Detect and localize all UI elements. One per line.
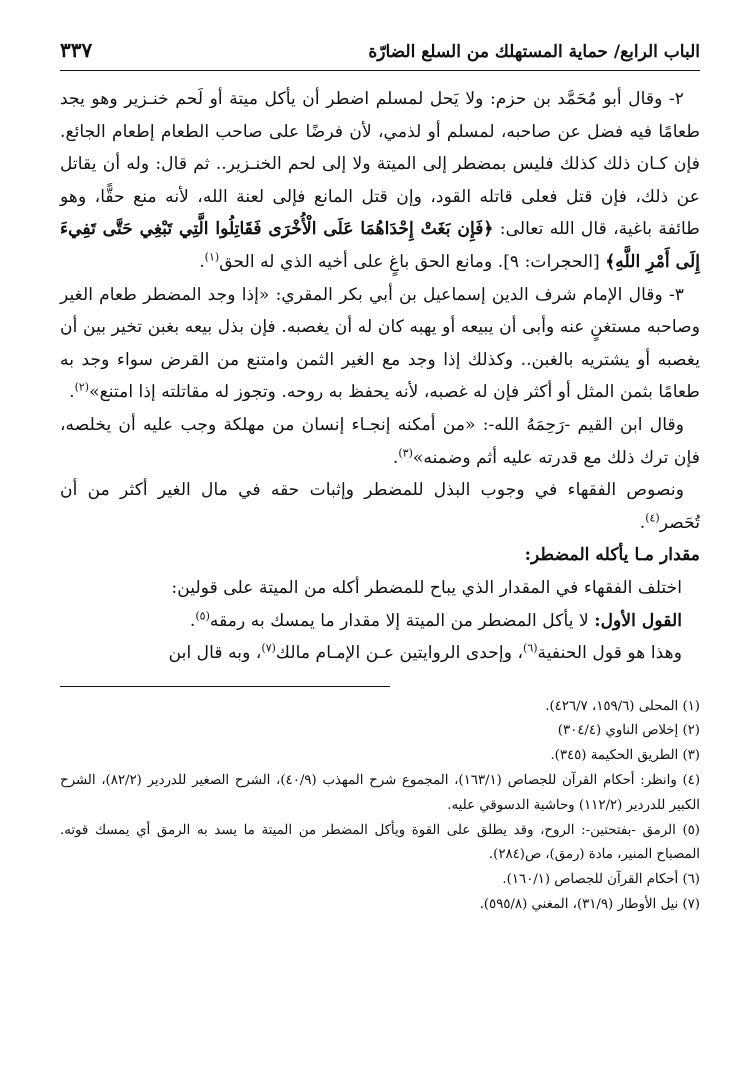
footnote-ref[interactable]: (١) [204, 250, 220, 264]
paragraph-text: [الحجرات: ٩]. ومانع الحق باغٍ على أخيه الذي له الحق [219, 251, 606, 272]
paragraph-ibn-hazm [60, 83, 700, 279]
chapter-title: الباب الرابع/ حماية المستهلك من السلع الضارّة [368, 42, 700, 62]
paragraph-first-opinion [60, 605, 700, 638]
footnote-ref[interactable]: (٥) [195, 608, 210, 622]
paragraph-end: . [639, 512, 646, 533]
footnote-ref[interactable]: (٧) [261, 641, 276, 655]
paragraph-end: . [392, 447, 399, 468]
paragraph-text: ، وبه قال ابن [168, 643, 262, 664]
footnote-1: (١) المحلى (١٥٩/٦، ٤٢٦/٧). [545, 698, 700, 714]
footnote-ref[interactable]: (٣) [398, 445, 413, 459]
paragraph-text: ٢- وقال أبو مُحَمَّد بن حزم: ولا يَحل لمسلم اضطر أن يأكل ميتة أو لَحم خنـزير وهو يجد طعامًا فيه فضل عن صاحبه، لمسلم أو لذمي، لأن فرضًا على صاحب الطعام إطعام الجائع. فإن كـان ذلك كذلك فليس بمضطر إلى الميتة ولا إلى لحم الخنـزير.. ثم قال: وله أن يقاتل عن ذلك، فإن قتل فعلى قاتله القود، وإن قتل المانع فإلى لعنة الله، لأنه منع حقًّا، وهو طائفة باغية، قال الله تعالى: [60, 89, 700, 240]
quran-verse: ﴿فَإِن بَغَتْ إِحْدَاهُمَا عَلَى الْأُخْرَى فَقَاتِلُوا الَّتِي تَبْغِي حَتَّى تَفِيءَ إِلَى أَمْرِ اللَّهِ﴾ [60, 219, 700, 272]
footnote-7: (٧) نيل الأوطار (٣١/٩)، المغني (٥٩٥/٨). [479, 897, 700, 913]
paragraph-end: . [199, 251, 205, 272]
book-page [60, 36, 700, 1056]
paragraph-fuqaha [60, 474, 700, 539]
footnote-2: (٢) إخلاص الناوي (٣٠٤/٤) [557, 723, 700, 739]
main-text [60, 83, 700, 670]
footnote-ref[interactable]: (٤) [645, 510, 660, 524]
section-heading: مقدار مـا يأكله المضطر: [524, 545, 700, 566]
opinion-label: القول الأول: [594, 610, 682, 631]
paragraph-text: لا يأكل المضطر من الميتة إلا مقدار ما يمسك به رمقه [209, 610, 595, 631]
paragraph-text: ٣- وقال الإمام شرف الدين إسماعيل بن أبي بكر المقري: «إذا وجد المضطر طعام الغير وصاحبه مستغنٍ عنه وأبى أن يبيعه أو يهبه كان له أن يغصبه. فإن بذل بيعه بغبن تخير بين أن يغصبه أو يشتريه بالغبن.. وكذلك إذا وجد مع الغير الثمن وامتنع من القرض سواء وجد به طعامًا بثمن المثل أو أكثر فإن له غصبه، لأنه يحفظ به روحه. وتجوز له مقاتلته إذا امتنع» [60, 284, 700, 403]
running-header [60, 36, 700, 71]
paragraph-text: ، وإحدى الروايتين عـن الإمـام مالك [275, 643, 524, 664]
footnote-4: (٤) وانظر: أحكام القرآن للجصاص (١٦٣/١)، المجموع شرح المهذب (٤٠/٩)، الشرح الصغير للدردير (٨٢/٢)، الشرح الكبير للدردير (١١٢/٢) وحاشية الدسوقي عليه. [60, 773, 701, 813]
footnote-divider [60, 686, 390, 687]
page-number: ٣٣٧ [60, 38, 93, 62]
paragraph-al-muqri [60, 279, 700, 409]
footnotes [60, 695, 700, 918]
paragraph-ibn-al-qayyim [60, 409, 700, 474]
paragraph-end: . [69, 382, 75, 403]
footnote-5: (٥) الرمق -بفتحتين-: الروح، وقد يطلق على القوة ويأكل المضطر من الميتة ما يسد به الرمق أي يمسك قوته. المصباح المنير، مادة (رمق)، ص(٢٨٤). [60, 822, 700, 863]
footnote-6: (٦) أحكام القرآن للجصاص (١٦٠/١). [502, 872, 700, 888]
paragraph-text: ونصوص الفقهاء في وجوب البذل للمضطر وإثبات حقه في مال الغير أكثر من أن تُحَصر [60, 480, 700, 533]
paragraph-end: . [189, 610, 196, 631]
paragraph-text: وهذا هو قول الحنفية [537, 643, 682, 664]
paragraph-text: وقال ابن القيم -رَحِمَهُ الله-: «من أمكنه إنجـاء إنسان من مهلكة وجب عليه أن يخلصه، فإن ترك ذلك مع قدرته عليه أثم وضمنه» [60, 414, 700, 468]
footnote-ref[interactable]: (٦) [523, 641, 538, 655]
footnote-3: (٣) الطريق الحكيمة (٣٤٥). [550, 748, 700, 764]
footnote-ref[interactable]: (٢) [74, 380, 90, 394]
paragraph-hanafi [60, 637, 700, 670]
paragraph-two-opinions: اختلف الفقهاء في المقدار الذي يباح للمضطر أكله من الميتة على قولين: [171, 577, 682, 598]
